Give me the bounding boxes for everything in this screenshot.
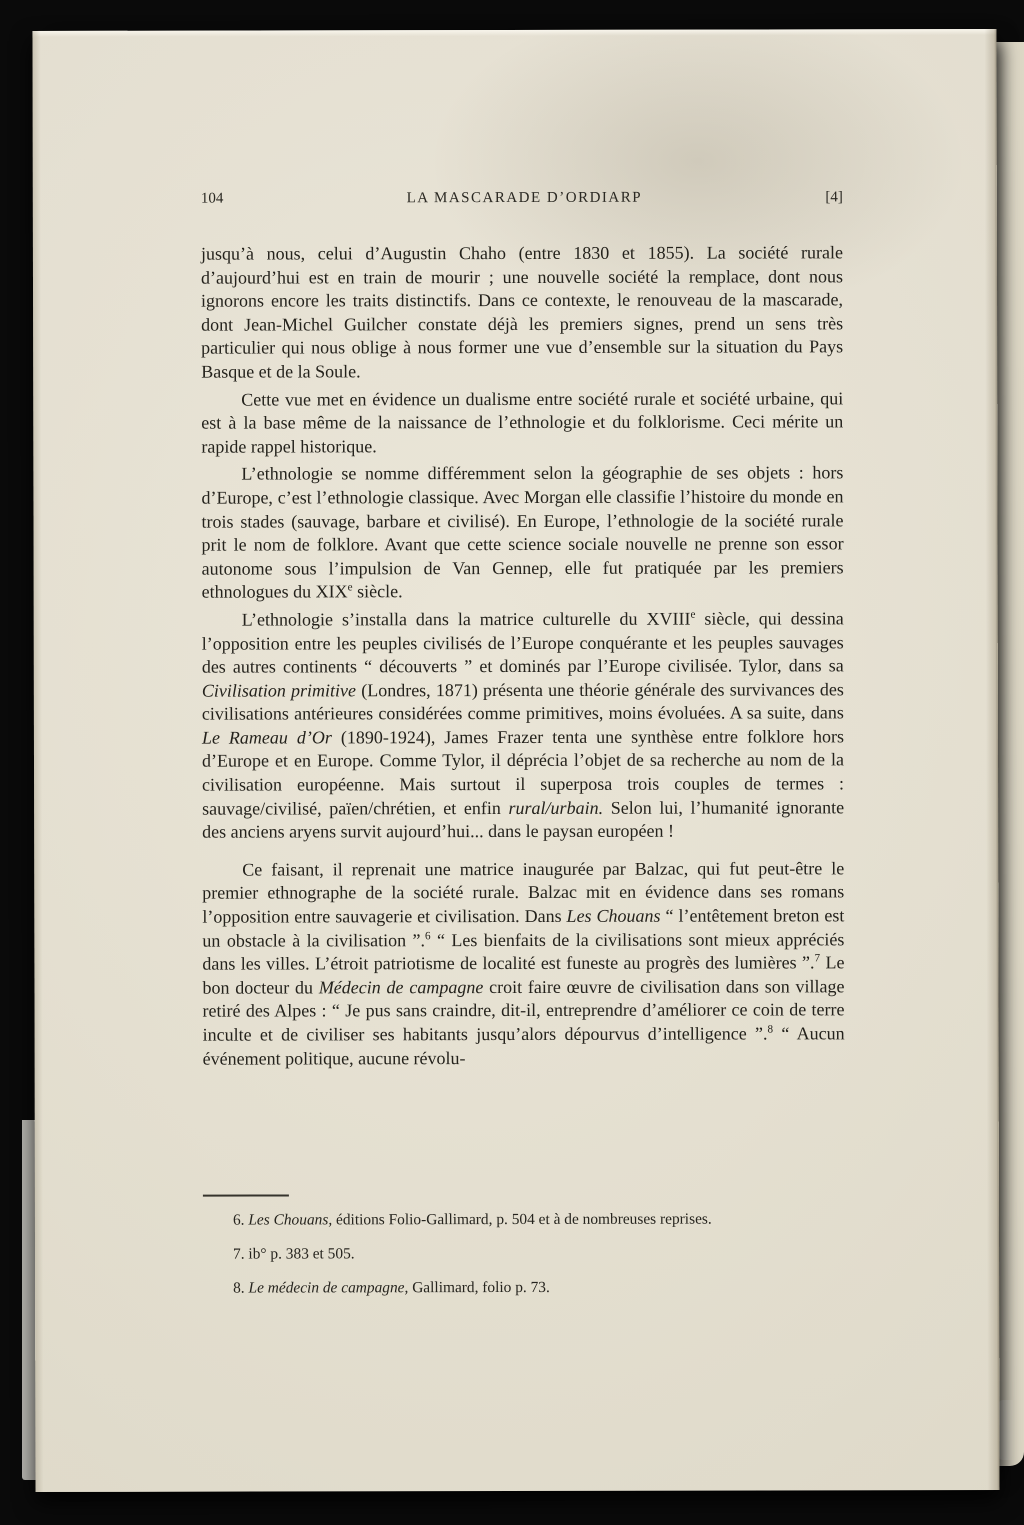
italic-text: Les Chouans,	[248, 1211, 333, 1229]
paragraph	[202, 607, 844, 844]
book-page	[32, 29, 999, 1492]
page-left-edge	[32, 31, 43, 1492]
footnotes	[233, 1209, 853, 1312]
text-run: Ce faisant, il reprenait une matrice inaugurée par Balzac, qui fut peut-être le premier ethnographe de la société rurale. Balzac mit en évidence dans ses romans l’opposition entre sauvagerie et civilisation. Dans	[202, 858, 845, 927]
running-title: LA MASCARADE D’ORDIARP	[406, 189, 643, 207]
footnote-reference: 8	[767, 1023, 774, 1036]
paragraph	[201, 241, 843, 384]
text-run: jusqu’à nous, celui d’Augustin Chaho (entre 1830 et 1855). La société rurale d’aujourd’hui est en train de mourir ; une nouvelle société la remplace, dont nous ignorons encore les traits distinctifs. Dans ce contexte, le renouveau de la mascarade, dont Jean-Michel Guilcher constate déjà les premiers signes, prend un sens très particulier qui nous oblige à nous former une vue d’ensemble sur la situation du Pays Basque et de la Soule.	[200, 242, 844, 382]
text-run: Gallimard, folio p. 73.	[408, 1278, 550, 1297]
italic-text: Civilisation primitive	[201, 680, 357, 701]
text-run: 7. ib° p. 383 et 505.	[233, 1245, 355, 1263]
italic-text: Les Chouans	[566, 905, 661, 926]
text-run: (1890-1924), James Frazer tenta une synthèse entre folklore hors d’Europe et en Europe. Comme Tylor, il déprécia l’objet de sa recherche au nom de la civilisation européenne. Mais surtout il superposa trois couples de termes : sauvage/civilisé, païen/chrétien, et enfin	[201, 726, 845, 819]
paragraph	[202, 857, 844, 1071]
text-run: siècle.	[352, 581, 403, 602]
text-run: Selon lui, l’humanité ignorante des anciens aryens survit aujourd’hui... dans le paysan européen !	[202, 796, 845, 842]
text-run: “ l’entêtement breton est un obstacle à la civilisation ”.	[202, 905, 845, 951]
italic-text: Le médecin de campagne,	[248, 1279, 409, 1297]
italic-text: Le Rameau d’Or	[201, 727, 332, 748]
text-run: siècle, qui dessina l’opposition entre les peuples civilisés de l’Europe conquérante et les peuples sauvages des autres continents “ découverts ” et dominés par l’Europe civilisée. Tylor, dans sa	[201, 608, 844, 677]
footnote-item	[233, 1209, 853, 1230]
text-run: croit faire œuvre de civilisation dans son village retiré des Alpes : “ Je pus sans craindre, dit-il, entreprendre d’améliorer ce coin de terre inculte et de civiliser ses habitants jusqu’alors dépourvus d’intelligence ”.	[202, 976, 845, 1045]
text-run: 6.	[232, 1211, 249, 1229]
paragraph	[201, 387, 843, 459]
italic-text: rural/urbain.	[508, 797, 604, 818]
text-run: “ Les bienfaits de la civilisations sont mieux appréciés dans les villes. L’étroit patriotisme de localité est funeste au progrès des lumières ”.	[202, 928, 845, 974]
text-run: Cette vue met en évidence un dualisme entre société rurale et société urbaine, qui est à la base même de la naissance de l’ethnologie et du folklorisme. Ceci mérite un rapide rappel historique.	[201, 387, 844, 457]
text-run: L’ethnologie se nomme différemment selon la géographie de ses objets : hors d’Europe, c’est l’ethnologie classique. Avec Morgan elle classifie l’histoire du monde en trois stades (sauvage, barbare et civilisé). En Europe, l’ethnologie de la société rurale prit le nom de folklore. Avant que cette science sociale nouvelle ne prenne son essor autonome sous l’impulsion de Van Gennep, elle fut pratiquée par les premiers ethnologues du XIX	[201, 462, 844, 602]
italic-text: Médecin de campagne	[318, 976, 484, 998]
page-top-edge	[32, 29, 996, 37]
text-run: “ Aucun événement politique, aucune révolu-	[202, 1023, 845, 1069]
text-run: éditions Folio-Gallimard, p. 504 et à de nombreuses reprises.	[332, 1210, 712, 1229]
text-run: 8.	[233, 1279, 249, 1297]
body-text	[201, 241, 845, 1075]
footnote-reference: e	[347, 581, 353, 594]
page-number: 104	[200, 190, 224, 207]
folio-mark: [4]	[825, 189, 843, 206]
footnote-rule	[203, 1194, 289, 1196]
text-run: Le bon docteur du	[202, 952, 845, 998]
footnote-reference: 6	[424, 929, 431, 942]
footnote-reference: e	[690, 608, 696, 621]
paragraph	[201, 462, 843, 605]
footnote-reference: 7	[814, 952, 821, 965]
running-head	[201, 189, 843, 207]
text-run: (Londres, 1871) présenta une théorie générale des survivances des civilisations antérieures considérées comme primitives, moins évoluées. A sa suite, dans	[201, 679, 844, 724]
footnote-item	[233, 1243, 853, 1264]
footnote-item	[233, 1277, 853, 1298]
text-run: L’ethnologie s’installa dans la matrice culturelle du XVIII	[241, 608, 691, 630]
